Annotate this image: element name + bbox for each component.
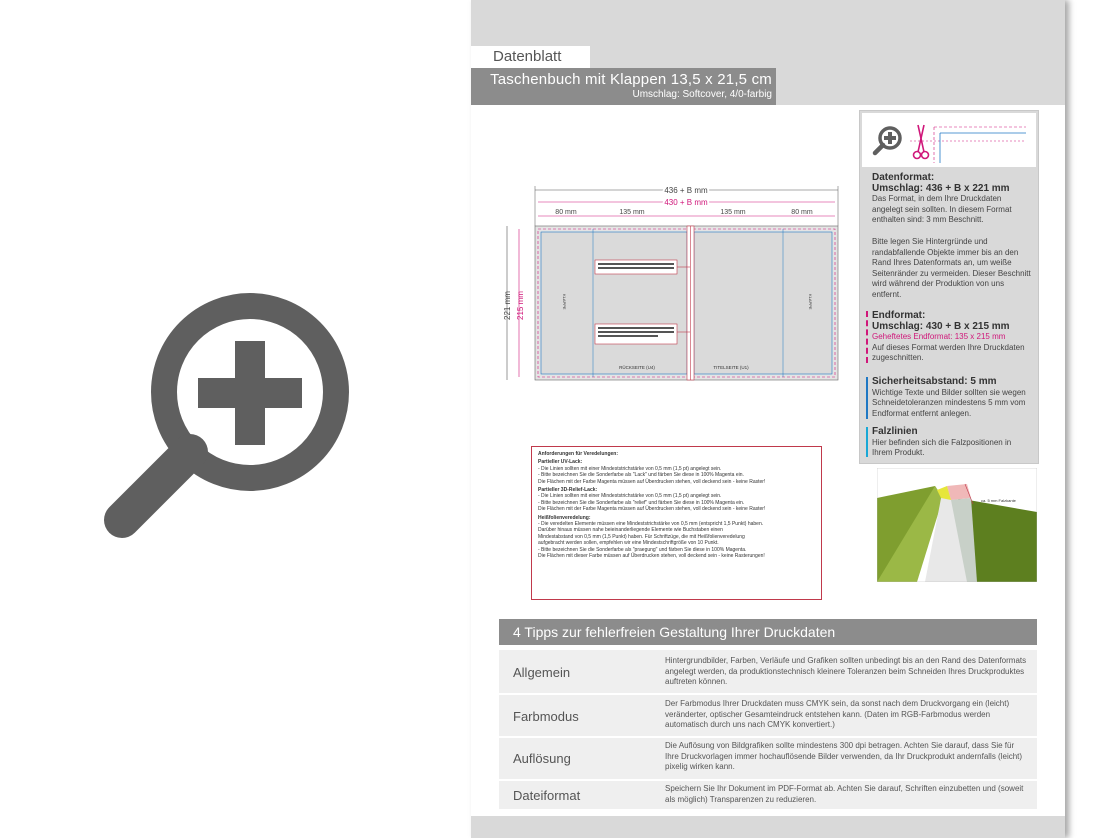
- tip-row-aufloesung: [499, 738, 1037, 779]
- zoom-in-icon[interactable]: [100, 280, 360, 550]
- requirements-line: Die Flächen mit der Farbe Magenta müssen auf Überdrucken stehen, voll deckend sein - keine Raster!: [538, 478, 766, 485]
- outer-width-label: 436 + B mm: [664, 186, 708, 195]
- endformat-text: Auf dieses Format werden Ihre Druckdaten zugeschnitten.: [872, 342, 1025, 362]
- product-title: Taschenbuch mit Klappen 13,5 x 21,5 cm: [490, 71, 772, 88]
- tips-heading: 4 Tipps zur fehlerfreien Gestaltung Ihrer Druckdaten: [499, 619, 1037, 645]
- tip-row-farbmodus: [499, 695, 1037, 736]
- datenformat-title: Datenformat:: [872, 172, 935, 183]
- endformat-title: Endformat:: [872, 310, 926, 321]
- segment-label-4: 80 mm: [791, 209, 813, 216]
- product-title-bar: [471, 68, 776, 105]
- requirements-line: Die Flächen mit der Farbe Magenta müssen auf Überdrucken stehen, voll deckend sein - keine Raster!: [538, 506, 766, 513]
- datenformat-text: Das Format, in dem Ihre Druckdaten angelegt sein sollten. In diesem Format enthalten sind: 3 mm Beschnitt.: [872, 194, 1012, 224]
- scissors-icon: [910, 119, 1026, 163]
- requirements-line: - Die Linien sollten mit einer Mindeststrichstärke von 0,5 mm (1,5 pt) angelegt sein.: [538, 493, 722, 500]
- tip-label: Allgemein: [513, 665, 571, 680]
- safety-text: Wichtige Texte und Bilder sollten sie wegen Schneidetoleranzen mindestens 5 mm vom Endformat entfernt anlegen.: [872, 387, 1026, 418]
- safety-marker: [866, 377, 868, 419]
- requirements-line: aufgebracht werden sollen, empfehlen wir eine Mindestschriftgröße von 10 Punkt.: [538, 540, 719, 547]
- inner-width-label: 430 + B mm: [664, 198, 708, 207]
- fold-edge-illustration: [877, 468, 1037, 582]
- requirements-line: Mindestabstand von 0,5 mm (1,5 Punkt) haben. Für Schriftzüge, die mit Heißfolienveredelung: [538, 533, 745, 540]
- front-cover-label: TITELSEITE (U1): [713, 365, 749, 370]
- segment-label-1: 80 mm: [555, 209, 577, 216]
- product-subtitle: Umschlag: Softcover, 4/0-farbig: [632, 89, 772, 100]
- tip-label: Auflösung: [513, 751, 571, 766]
- legend-preview: [862, 113, 1036, 167]
- fold-marker: [866, 427, 868, 457]
- requirements-line: - Bitte bezeichnen Sie die Sonderfarbe als "praegung" und färben Sie diese in 100% Magenta.: [538, 546, 747, 553]
- endformat-marker: [866, 311, 868, 363]
- requirements-line: - Die Linien sollten mit einer Mindeststrichstärke von 0,5 mm (1,5 pt) angelegt sein.: [538, 465, 722, 472]
- height-outer-label: 221 mm: [503, 291, 512, 320]
- page-footer-band: [471, 816, 1065, 838]
- requirements-line: Partieller UV-Lack:: [538, 459, 583, 466]
- tip-text: Der Farbmodus Ihrer Druckdaten muss CMYK sein, da sonst nach dem Druckvorgang ein (leicht) veränderter, optischer Gesamteindruck entstehen kann. (Daten im RGB-Farbmodus werden automatisch durch uns nach CMYK konvertiert.): [665, 699, 1010, 729]
- requirements-line: Heißfolienveredelung:: [538, 514, 591, 521]
- format-info-panel: [859, 110, 1039, 464]
- requirements-line: Darüber hinaus müssen nahe beieinanderliegende Elemente wie Buchstaben einen: [538, 527, 723, 534]
- requirements-heading: Anforderungen für Veredelungen:: [538, 451, 619, 457]
- endformat-note: Geheftetes Endformat: 135 x 215 mm: [872, 332, 1006, 341]
- tip-row-dateiformat: [499, 781, 1037, 809]
- tip-text: Speichern Sie Ihr Dokument im PDF-Format ab. Achten Sie darauf, Schriften einzubetten und (soweit als möglich) Transparenzen zu reduzieren.: [665, 784, 1024, 804]
- datenformat-value: Umschlag: 436 + B x 221 mm: [872, 182, 1010, 194]
- safety-title: Sicherheitsabstand: 5 mm: [872, 376, 997, 387]
- tip-text: Hintergrundbilder, Farben, Verläufe und Grafiken sollten unbedingt bis an den Rand des Datenformats angelegt werden, da produktionstechnisch kleinere Toleranzen beim Schneiden Ihres Druckproduktes auftreten können.: [665, 656, 1027, 686]
- bleed-hint-text: Bitte legen Sie Hintergründe und randabfallende Objekte immer bis an den Rand Ihres Datenformats an, um weiße Seitenränder zu vermeiden. Dieser Beschnitt wird während der Produktion von uns entfernt.: [872, 237, 1031, 299]
- tip-label: Farbmodus: [513, 709, 579, 724]
- datenformat-block: [872, 173, 1032, 226]
- tip-row-allgemein: [499, 650, 1037, 693]
- requirements-line: - Die veredelten Elemente müssen eine Mindeststrichstärke von 0,5 mm (entspricht 1,5 Punkt) haben.: [538, 521, 764, 528]
- requirements-line: - Bitte bezeichnen Sie die Sonderfarbe als "relief" und färben Sie diese in 100% Magenta ein.: [538, 499, 745, 506]
- segment-label-3: 135 mm: [720, 209, 746, 216]
- finishing-requirements-box: [531, 446, 822, 600]
- fold-title: Falzlinien: [872, 426, 918, 437]
- fold-caption: ca. 5 mm Falzkante: [981, 498, 1016, 503]
- fold-text: Hier befinden sich die Falzpositionen in Ihrem Produkt.: [872, 437, 1012, 457]
- flap-left-label: KLAPPE: [562, 294, 567, 310]
- requirements-line: Die Flächen mit dieser Farbe müssen auf Überdrucken stehen, voll deckend sein - keine Rasterungen!: [538, 553, 765, 560]
- tip-text: Die Auflösung von Bildgrafiken sollte mindestens 300 dpi betragen. Achten Sie darauf, dass Sie für Ihre Druckvorlagen immer hochauflösende Bilder verwenden, da Ihr Druckprodukt andernfalls (leicht) pixelig wirken kann.: [665, 741, 1023, 771]
- fold-block: [872, 427, 1032, 459]
- zoom-in-icon-small[interactable]: [872, 125, 904, 157]
- safety-block: [872, 377, 1032, 419]
- datasheet-page: [471, 0, 1065, 838]
- cover-layout-diagram: [499, 182, 844, 382]
- segment-label-2: 135 mm: [619, 209, 645, 216]
- endformat-block: [872, 311, 1032, 364]
- tip-label: Dateiformat: [513, 788, 581, 803]
- height-inner-label: 215 mm: [516, 291, 525, 320]
- requirements-line: Partieller 3D-Relief-Lack:: [538, 487, 598, 494]
- requirements-line: - Bitte bezeichnen Sie die Sonderfarbe als "Lack" und färben Sie diese in 100% Magenta ein.: [538, 472, 744, 479]
- flap-right-label: KLAPPE: [808, 294, 813, 310]
- datasheet-tab-label: Datenblatt: [471, 46, 590, 68]
- endformat-value: Umschlag: 430 + B x 215 mm: [872, 320, 1010, 332]
- back-cover-label: RÜCKSEITE (U4): [619, 365, 655, 370]
